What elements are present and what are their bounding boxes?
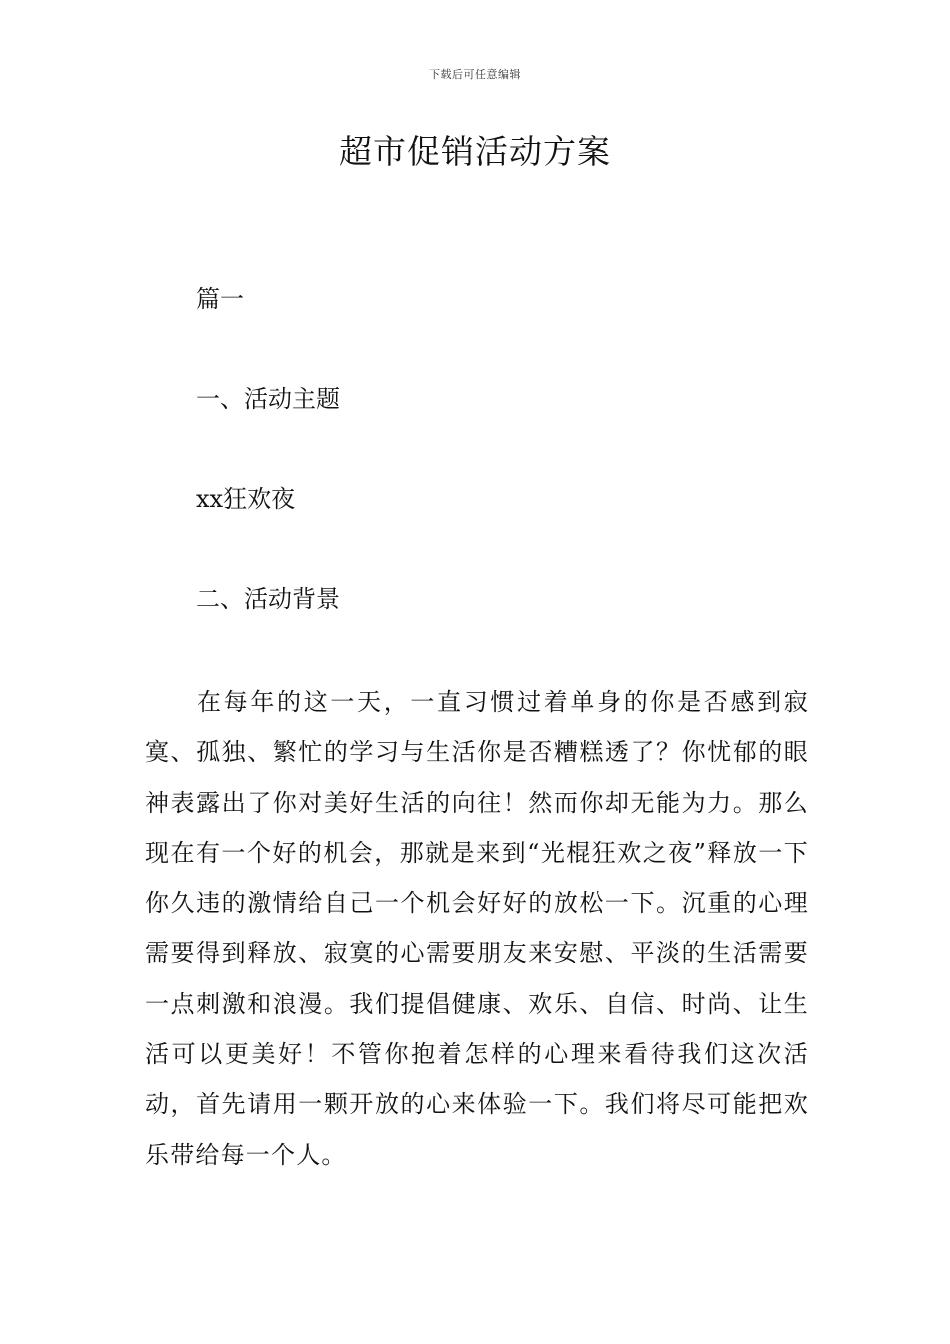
activity-theme-text: xx狂欢夜: [196, 485, 296, 513]
document-title: 超市促销活动方案: [339, 132, 611, 171]
header-note: 下载后可任意编辑: [429, 68, 521, 81]
section-label-part-one: 篇一: [196, 285, 244, 313]
heading-activity-theme: 一、活动主题: [196, 385, 340, 413]
background-paragraph: 在每年的这一天，一直习惯过着单身的你是否感到寂寞、孤独、繁忙的学习与生活你是否糟糕透了？你忧郁的眼神表露出了你对美好生活的向往！然而你却无能为力。那么现在有一个好的机会，那就是来到“光棍狂欢之夜”释放一下你久违的激情给自己一个机会好好的放松一下。沉重的心理需要得到释放、寂寞的心需要朋友来安慰、平淡的生活需要一点刺激和浪漫。我们提倡健康、欢乐、自信、时尚、让生活可以更美好！不管你抱着怎样的心理来看待我们这次活动，首先请用一颗开放的心来体验一下。我们将尽可能把欢乐带给每一个人。: [145, 688, 809, 1169]
heading-activity-background: 二、活动背景: [196, 585, 340, 613]
